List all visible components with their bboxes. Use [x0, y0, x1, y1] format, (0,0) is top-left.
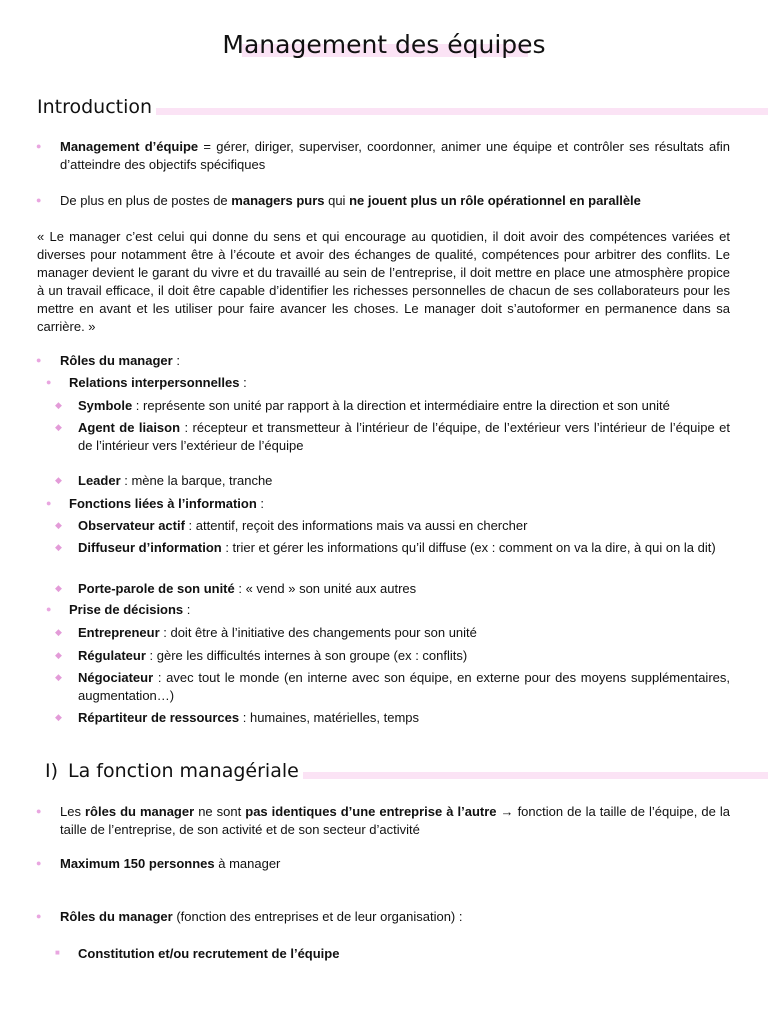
- role-porte-parole: Porte-parole de son unité : « vend » son unité aux autres: [78, 581, 417, 596]
- bullet-icon: ●: [46, 377, 52, 387]
- bullet-icon: ●: [36, 911, 42, 921]
- bold-text: ne jouent plus un rôle opérationnel en parallèle: [349, 193, 641, 208]
- roles-manager-label: Rôles du manager :: [60, 353, 180, 368]
- diamond-bullet-icon: ◆: [55, 627, 62, 637]
- section1-roles-manager: Rôles du manager (fonction des entreprises et de leur organisation) :: [60, 909, 463, 924]
- square-bullet-icon: ■: [55, 948, 60, 957]
- intro-bullet-managers-purs: [60, 192, 740, 210]
- diamond-bullet-icon: ◆: [55, 422, 62, 432]
- diamond-bullet-icon: ◆: [55, 542, 62, 552]
- role-symbole: Symbole : représente son unité par rapport à la direction et intermédiaire entre la direction et son unité: [78, 398, 670, 413]
- diamond-bullet-icon: ◆: [55, 475, 62, 485]
- role-observateur-actif: Observateur actif : attentif, reçoit des informations mais va aussi en chercher: [78, 518, 528, 533]
- diamond-bullet-icon: ◆: [55, 650, 62, 660]
- intro-bullet-management: [60, 138, 730, 174]
- bullet-icon: ●: [36, 141, 42, 151]
- heading-underline: [156, 108, 768, 115]
- diamond-bullet-icon: ◆: [55, 672, 62, 682]
- section-heading-introduction: [37, 96, 768, 118]
- bullet-icon: ●: [36, 806, 42, 816]
- diamond-bullet-icon: ◆: [55, 520, 62, 530]
- bullet-icon: ●: [46, 498, 52, 508]
- section-number: I): [45, 760, 59, 782]
- page-title: Management des équipes: [218, 30, 549, 59]
- text: = gérer, diriger, superviser, coordonner, animer une équipe et contrôler ses résultats afin d’atteindre des objectifs spécifiques: [60, 139, 730, 172]
- diamond-bullet-icon: ◆: [55, 712, 62, 722]
- section1-roles-paragraph: Les rôles du manager ne sont pas identiques d’une entreprise à l’autre → fonction de la taille de l’équipe, de la taille de l’entreprise, de son activité et de son secteur d’activité: [60, 804, 730, 837]
- bold-text: Management d’équipe: [60, 139, 199, 154]
- role-agent-de-liaison: Agent de liaison : récepteur et transmetteur à l’intérieur de l’équipe, de l’extérieur vers l’intérieur de l’équipe et de l’intérieur vers l’extérieur de l’équipe: [78, 420, 730, 453]
- bold-text: managers purs: [231, 193, 325, 208]
- role-leader: Leader : mène la barque, tranche: [78, 473, 273, 488]
- prise-de-decisions-label: Prise de décisions :: [69, 602, 191, 617]
- text: De plus en plus de postes de: [60, 193, 232, 208]
- role-regulateur: Régulateur : gère les difficultés internes à son groupe (ex : conflits): [78, 648, 468, 663]
- bullet-icon: ●: [46, 604, 52, 614]
- text: qui: [324, 193, 350, 208]
- section-title: La fonction managériale: [68, 760, 299, 782]
- relations-interpersonnelles-label: Relations interpersonnelles :: [69, 375, 247, 390]
- introduction-heading: Introduction: [37, 96, 153, 118]
- section1-maximum-personnes: Maximum 150 personnes à manager: [60, 856, 281, 871]
- diamond-bullet-icon: ◆: [55, 400, 62, 410]
- role-negociateur: Négociateur : avec tout le monde (en interne avec son équipe, en externe pour des moyens supplémentaires, augmentation…): [78, 670, 730, 703]
- role-diffuseur-information: Diffuseur d’information : trier et gérer les informations qu’il diffuse (ex : comment on va la dire, à qui on la dit): [78, 540, 716, 555]
- section-heading-fonction-manageriale: [45, 760, 768, 782]
- role-entrepreneur: Entrepreneur : doit être à l’initiative des changements pour son unité: [78, 625, 477, 640]
- section1-constitution-equipe: Constitution et/ou recrutement de l’équipe: [78, 946, 340, 961]
- heading-underline: [303, 772, 768, 779]
- intro-quote: « Le manager c’est celui qui donne du sens et qui encourage au quotidien, il doit avoir des compétences variées et diverses pour notamment être à l’écoute et avoir des échanges de qualité, compétences pour arbitrer des conflits. Le manager devient le garant du vivre et du travaillé au sein de l’entreprise, il doit mettre en place une atmosphère propice à un travail efficace, il doit être capable d’identifier les richesses personnelles de chacun de ses collaborateurs pour les mettre en avant et les utiliser pour faire avancer les choses. Le manager doit s’autoformer en permanence dans sa carrière. »: [37, 229, 730, 334]
- fonctions-information-label: Fonctions liées à l’information :: [69, 496, 265, 511]
- bullet-icon: ●: [36, 195, 42, 205]
- role-repartiteur-ressources: Répartiteur de ressources : humaines, matérielles, temps: [78, 710, 420, 725]
- bullet-icon: ●: [36, 858, 42, 868]
- diamond-bullet-icon: ◆: [55, 583, 62, 593]
- bullet-icon: ●: [36, 355, 42, 365]
- title-wrap: [0, 30, 768, 59]
